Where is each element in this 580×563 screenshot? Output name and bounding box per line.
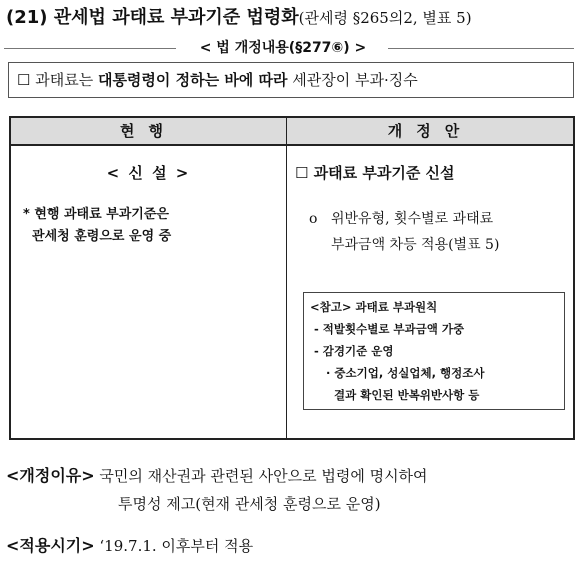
amendment-summary-text <box>17 69 418 91</box>
timing-label: <적용시기> <box>6 536 95 555</box>
law-amendment-label: < 법 개정내용(§277⑥) > <box>199 40 367 56</box>
summary-text-a: 과태료는 <box>30 71 98 89</box>
revised-column <box>289 148 573 438</box>
checkbox-square-icon: ☐ <box>17 71 31 89</box>
comparison-table <box>9 116 575 440</box>
revised-bullet-line1: 위반유형, 횟수별로 과태료 <box>331 211 494 227</box>
amendment-reason <box>6 462 428 518</box>
section-title-main: (21) 관세법 과태료 부과기준 법령화 <box>6 7 299 28</box>
section-title-reference: (관세령 §265의2, 별표 5) <box>298 9 472 27</box>
header-revised: 개정안 <box>387 122 474 140</box>
divider-right <box>388 48 574 49</box>
divider-left <box>4 48 176 49</box>
current-note <box>23 204 171 248</box>
reason-label: <개정이유> <box>6 466 95 485</box>
revised-heading: ☐ 과태료 부과기준 신설 <box>295 164 455 182</box>
column-divider <box>286 118 287 438</box>
summary-text-bold: 대통령령이 정하는 바에 따라 <box>97 71 288 89</box>
reason-line1: 국민의 재산권과 관련된 사안으로 법령에 명시하여 <box>94 467 428 485</box>
new-establishment-mark: < 신 설 > <box>106 164 191 182</box>
circle-bullet-icon: o <box>309 211 318 227</box>
reference-item-3: · 중소기업, 성실업체, 행정조사 <box>310 366 485 380</box>
law-amendment-heading <box>0 38 580 58</box>
header-current: 현행 <box>120 122 177 140</box>
reference-box <box>303 292 565 410</box>
revised-bullet-line2: 부과금액 차등 적용(별표 5) <box>331 237 500 253</box>
current-note-line1: * 현행 과태료 부과기준은 <box>23 207 169 222</box>
reason-line2: 투명성 제고(현재 관세청 훈령으로 운영) <box>118 495 381 513</box>
table-header-row <box>11 118 573 146</box>
reference-title: <참고> 과태료 부과원칙 <box>310 300 438 314</box>
amendment-summary-box <box>8 62 574 98</box>
section-title <box>6 6 472 30</box>
reference-item-4: 결과 확인된 반복위반사항 등 <box>310 388 480 402</box>
current-note-line2: 관세청 훈령으로 운영 중 <box>23 229 172 244</box>
revised-bullet <box>309 206 499 258</box>
summary-text-b: 세관장이 부과·징수 <box>287 71 418 89</box>
timing-text: ‘19.7.1. 이후부터 적용 <box>94 537 254 555</box>
reference-item-2: - 감경기준 운영 <box>310 344 394 358</box>
effective-date <box>6 534 253 558</box>
current-column <box>11 148 286 438</box>
reference-item-1: - 적발횟수별로 부과금액 가중 <box>310 322 465 336</box>
